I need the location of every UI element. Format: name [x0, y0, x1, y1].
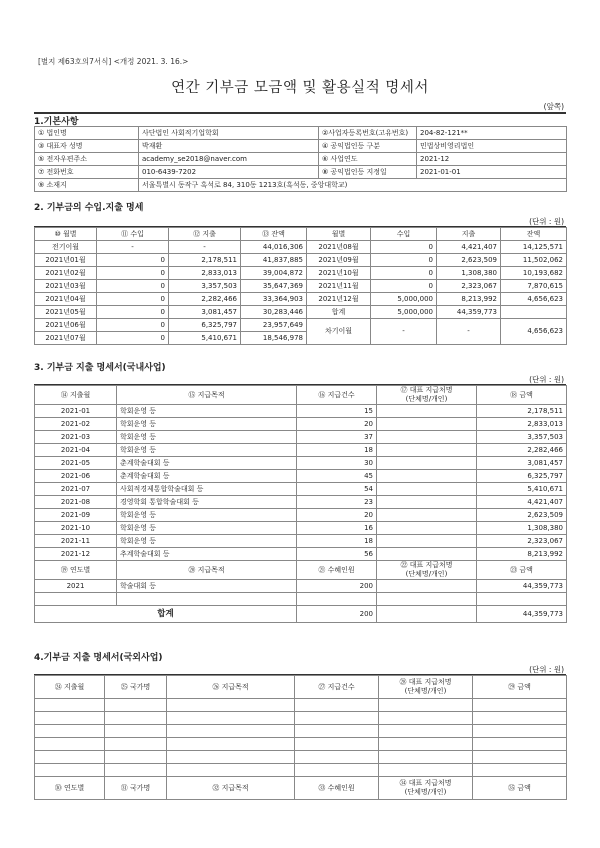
column-header: ⑪ 수입 [97, 228, 169, 241]
month-cell: 2021-02 [35, 418, 117, 431]
column-header: ㉒ 대표 지급처명 (단체명/개인) [377, 561, 477, 580]
recipient-cell [377, 470, 477, 483]
amount-cell: 44,359,773 [477, 580, 567, 593]
purpose-cell: 추계학술대회 등 [117, 548, 297, 561]
expense-cell: 4,421,407 [437, 241, 501, 254]
empty-cell [473, 738, 567, 751]
column-header: ⑭ 지출월 [35, 386, 117, 405]
empty-cell [379, 738, 473, 751]
month-cell: 2021-04 [35, 444, 117, 457]
info-label: ⑤ 전자우편주소 [35, 153, 139, 166]
table-row [35, 457, 567, 470]
balance-cell: 39,004,872 [241, 267, 307, 280]
month-cell: 전기이월 [35, 241, 97, 254]
column-header: ⑱ 금액 [477, 386, 567, 405]
section2-unit: (단위 : 원) [529, 217, 564, 226]
info-label: ① 법인명 [35, 127, 139, 140]
empty-cell [295, 725, 379, 738]
recipient-cell [377, 483, 477, 496]
carry-balance: 4,656,623 [501, 319, 567, 345]
table-row [35, 241, 567, 254]
column-header: ⑯ 지급건수 [297, 386, 377, 405]
income-cell: 0 [97, 267, 169, 280]
total-label: 합계 [307, 306, 371, 319]
expense-cell: 5,410,671 [169, 332, 241, 345]
balance-cell: 4,656,623 [501, 293, 567, 306]
column-header: ⑬ 잔액 [241, 228, 307, 241]
column-header: ㉖ 지급목적 [167, 676, 295, 699]
balance-cell: 41,837,885 [241, 254, 307, 267]
expense-cell: 6,325,797 [169, 319, 241, 332]
month-cell: 2021-07 [35, 483, 117, 496]
column-header: ㉚ 연도별 [35, 777, 105, 800]
month-cell: 2021년06월 [35, 319, 97, 332]
column-header: ㉑ 수혜인원 [297, 561, 377, 580]
month-cell: 2021년02월 [35, 267, 97, 280]
balance-cell: 7,870,615 [501, 280, 567, 293]
empty-cell [379, 751, 473, 764]
recipient-cell [377, 431, 477, 444]
amount-cell: 6,325,797 [477, 470, 567, 483]
count-cell: 20 [297, 418, 377, 431]
table-row [35, 496, 567, 509]
balance-cell: 23,957,649 [241, 319, 307, 332]
table-row [35, 548, 567, 561]
income-expense-table [34, 227, 567, 345]
table-row [35, 293, 567, 306]
column-header: ㉜ 지급목적 [167, 777, 295, 800]
count-cell: 45 [297, 470, 377, 483]
recipient-cell [377, 405, 477, 418]
total-amount: 44,359,773 [477, 606, 567, 623]
table-row [35, 483, 567, 496]
recipient-cell [377, 418, 477, 431]
empty-cell [379, 699, 473, 712]
income-cell: 0 [97, 293, 169, 306]
beneficiaries-cell: 200 [297, 580, 377, 593]
column-header: 잔액 [501, 228, 567, 241]
page-title: 연간 기부금 모금액 및 활용실적 명세서 [171, 80, 429, 96]
info-label: ③ 대표자 성명 [35, 140, 139, 153]
column-header: ㉕ 국가명 [105, 676, 167, 699]
month-cell: 2021-01 [35, 405, 117, 418]
column-header: ㉝ 수혜인원 [295, 777, 379, 800]
info-value: 204-82-121** [417, 127, 567, 140]
income-cell: 0 [97, 280, 169, 293]
table-row [35, 712, 567, 725]
expense-cell: 8,213,992 [437, 293, 501, 306]
total-count: 200 [297, 606, 377, 623]
empty-cell [295, 699, 379, 712]
expense-cell: 2,833,013 [169, 267, 241, 280]
balance-cell: 14,125,571 [501, 241, 567, 254]
info-value: 민법상비영리법인 [417, 140, 567, 153]
form-number: [별지 제63호의7서식] <개정 2021. 3. 16.> [38, 57, 189, 66]
column-header: ⑮ 지급목적 [117, 386, 297, 405]
info-value: 010-6439-7202 [139, 166, 319, 179]
info-row [35, 166, 567, 179]
purpose-cell: 학회운영 등 [117, 522, 297, 535]
empty-cell [295, 764, 379, 777]
info-label: ②사업자등록번호(고유번호) [319, 127, 417, 140]
total-expense: 44,359,773 [437, 306, 501, 319]
table-row [35, 699, 567, 712]
table-row [35, 405, 567, 418]
empty-cell [105, 699, 167, 712]
count-cell: 56 [297, 548, 377, 561]
table-row [35, 764, 567, 777]
recipient-cell [377, 496, 477, 509]
total-balance [501, 306, 567, 319]
table-row [35, 522, 567, 535]
amount-cell: 3,357,503 [477, 431, 567, 444]
income-cell: 5,000,000 [371, 293, 437, 306]
income-cell: 0 [97, 319, 169, 332]
info-value: 2021-01-01 [417, 166, 567, 179]
info-row [35, 179, 567, 192]
table-row [35, 738, 567, 751]
column-header: ⑫ 지출 [169, 228, 241, 241]
table-header-row [35, 228, 567, 241]
info-row [35, 140, 567, 153]
amount-cell: 5,410,671 [477, 483, 567, 496]
expense-cell: 2,282,466 [169, 293, 241, 306]
info-label: ⑧ 공익법인등 지정일 [319, 166, 417, 179]
table-row [35, 306, 567, 319]
income-cell: 0 [97, 254, 169, 267]
section1-title: 1.기본사항 [34, 117, 79, 127]
empty-cell [167, 751, 295, 764]
empty-cell [473, 699, 567, 712]
month-cell: 2021년08월 [307, 241, 371, 254]
table-row [35, 254, 567, 267]
empty-cell [473, 725, 567, 738]
month-cell: 2021-05 [35, 457, 117, 470]
empty-cell [377, 606, 477, 623]
empty-cell [473, 764, 567, 777]
column-header: ㉗ 지급건수 [295, 676, 379, 699]
empty-cell [167, 725, 295, 738]
empty-cell [167, 699, 295, 712]
table-row [35, 444, 567, 457]
recipient-cell [377, 457, 477, 470]
amount-cell: 3,081,457 [477, 457, 567, 470]
column-header: ㉟ 금액 [473, 777, 567, 800]
overseas-expense-table [34, 675, 567, 800]
divider [34, 112, 566, 114]
month-cell: 2021년11월 [307, 280, 371, 293]
balance-cell: 30,283,446 [241, 306, 307, 319]
month-cell: 2021년09월 [307, 254, 371, 267]
empty-cell [105, 764, 167, 777]
count-cell: 15 [297, 405, 377, 418]
recipient-cell [377, 580, 477, 593]
amount-cell: 1,308,380 [477, 522, 567, 535]
empty-cell [167, 764, 295, 777]
count-cell: 20 [297, 509, 377, 522]
empty-cell [379, 712, 473, 725]
carry-income: - [371, 319, 437, 345]
info-value: 사단법인 사회적기업학회 [139, 127, 319, 140]
purpose-cell: 학회운영 등 [117, 444, 297, 457]
table-row [35, 319, 567, 332]
table-header-row [35, 386, 567, 405]
month-cell: 2021년01월 [35, 254, 97, 267]
month-cell: 2021년05월 [35, 306, 97, 319]
recipient-cell [377, 548, 477, 561]
table-row [35, 725, 567, 738]
total-label: 합계 [35, 606, 297, 623]
column-header: ⑰ 대표 지급처명 (단체명/개인) [377, 386, 477, 405]
column-header: 수입 [371, 228, 437, 241]
empty-cell [167, 712, 295, 725]
purpose-cell: 학회운영 등 [117, 418, 297, 431]
table-row [35, 580, 567, 593]
month-cell: 2021-08 [35, 496, 117, 509]
table-row [35, 418, 567, 431]
count-cell: 54 [297, 483, 377, 496]
empty-cell [35, 738, 105, 751]
purpose-cell: 학회운영 등 [117, 405, 297, 418]
empty-cell [379, 764, 473, 777]
info-value: 서울특별시 동작구 흑석로 84, 310동 1213호(흑석동, 중앙대학교) [139, 179, 567, 192]
empty-cell [35, 699, 105, 712]
section3-title: 3. 기부금 지출 명세서(국내사업) [34, 363, 166, 373]
empty-cell [473, 712, 567, 725]
income-cell: 0 [371, 254, 437, 267]
empty-cell [105, 725, 167, 738]
expense-cell: 2,623,509 [437, 254, 501, 267]
info-label: ④ 공익법인등 구분 [319, 140, 417, 153]
section4-title: 4.기부금 지출 명세서(국외사업) [34, 653, 163, 663]
table-header-row [35, 676, 567, 699]
info-value: 박재환 [139, 140, 319, 153]
empty-cell [105, 738, 167, 751]
column-header: ㉓ 금액 [477, 561, 567, 580]
expense-cell: 3,357,503 [169, 280, 241, 293]
month-cell: 2021년04월 [35, 293, 97, 306]
empty-cell [35, 712, 105, 725]
income-cell: 0 [97, 306, 169, 319]
basic-info-table [34, 126, 567, 192]
expense-cell: 1,308,380 [437, 267, 501, 280]
balance-cell: 44,016,306 [241, 241, 307, 254]
table-row [35, 593, 567, 606]
purpose-cell: 춘계학술대회 등 [117, 470, 297, 483]
section3-unit: (단위 : 원) [529, 375, 564, 384]
info-value: 2021-12 [417, 153, 567, 166]
purpose-cell: 춘계학술대회 등 [117, 457, 297, 470]
expense-cell: 2,323,067 [437, 280, 501, 293]
empty-cell [377, 593, 477, 606]
total-row [35, 606, 567, 623]
empty-cell [295, 712, 379, 725]
empty-cell [35, 751, 105, 764]
month-cell: 2021년03월 [35, 280, 97, 293]
table-row [35, 431, 567, 444]
purpose-cell: 학회운영 등 [117, 509, 297, 522]
count-cell: 23 [297, 496, 377, 509]
empty-cell [297, 593, 377, 606]
amount-cell: 2,282,466 [477, 444, 567, 457]
month-cell: 2021-12 [35, 548, 117, 561]
balance-cell: 10,193,682 [501, 267, 567, 280]
column-header: ⑲ 연도별 [35, 561, 117, 580]
info-value: academy_se2018@naver.com [139, 153, 319, 166]
purpose-cell: 경영학회 통합학술대회 등 [117, 496, 297, 509]
count-cell: 30 [297, 457, 377, 470]
table-header-row [35, 561, 567, 580]
recipient-cell [377, 509, 477, 522]
empty-cell [167, 738, 295, 751]
section4-unit: (단위 : 원) [529, 665, 564, 674]
column-header: ㉛ 국가명 [105, 777, 167, 800]
month-cell: 2021-11 [35, 535, 117, 548]
total-income: 5,000,000 [371, 306, 437, 319]
table-row [35, 470, 567, 483]
amount-cell: 2,623,509 [477, 509, 567, 522]
count-cell: 18 [297, 535, 377, 548]
income-cell: - [97, 241, 169, 254]
year-cell: 2021 [35, 580, 117, 593]
amount-cell: 2,833,013 [477, 418, 567, 431]
domestic-expense-table [34, 385, 567, 623]
amount-cell: 2,178,511 [477, 405, 567, 418]
purpose-cell: 학회운영 등 [117, 535, 297, 548]
month-cell: 2021-09 [35, 509, 117, 522]
table-header-row [35, 777, 567, 800]
front-label: (앞쪽) [543, 102, 564, 111]
empty-cell [295, 738, 379, 751]
income-cell: 0 [371, 267, 437, 280]
empty-cell [295, 751, 379, 764]
purpose-cell: 학술대회 등 [117, 580, 297, 593]
income-cell: 0 [371, 241, 437, 254]
column-header: ㉘ 대표 지급처명 (단체명/개인) [379, 676, 473, 699]
month-cell: 2021-03 [35, 431, 117, 444]
table-row [35, 509, 567, 522]
carry-expense: - [437, 319, 501, 345]
column-header: 월별 [307, 228, 371, 241]
purpose-cell: 사회적경제통합학술대회 등 [117, 483, 297, 496]
empty-cell [35, 593, 117, 606]
column-header: 지출 [437, 228, 501, 241]
month-cell: 2021-06 [35, 470, 117, 483]
info-label: ⑦ 전화번호 [35, 166, 139, 179]
table-row [35, 535, 567, 548]
empty-cell [35, 725, 105, 738]
month-cell: 2021-10 [35, 522, 117, 535]
amount-cell: 2,323,067 [477, 535, 567, 548]
month-cell: 2021년10월 [307, 267, 371, 280]
balance-cell: 33,364,903 [241, 293, 307, 306]
empty-cell [117, 593, 297, 606]
balance-cell: 18,546,978 [241, 332, 307, 345]
recipient-cell [377, 444, 477, 457]
section2-title: 2. 기부금의 수입.지출 명세 [34, 203, 144, 213]
expense-cell: - [169, 241, 241, 254]
column-header: ⑩ 월별 [35, 228, 97, 241]
empty-cell [105, 712, 167, 725]
count-cell: 18 [297, 444, 377, 457]
month-cell: 2021년07월 [35, 332, 97, 345]
balance-cell: 35,647,369 [241, 280, 307, 293]
empty-cell [35, 764, 105, 777]
table-row [35, 280, 567, 293]
count-cell: 16 [297, 522, 377, 535]
amount-cell: 4,421,407 [477, 496, 567, 509]
info-row [35, 153, 567, 166]
table-row [35, 267, 567, 280]
table-row [35, 751, 567, 764]
info-label: ⑨ 소재지 [35, 179, 139, 192]
column-header: ㉙ 금액 [473, 676, 567, 699]
expense-cell: 2,178,511 [169, 254, 241, 267]
balance-cell: 11,502,062 [501, 254, 567, 267]
empty-cell [477, 593, 567, 606]
income-cell: 0 [371, 280, 437, 293]
recipient-cell [377, 522, 477, 535]
info-row [35, 127, 567, 140]
carry-label: 차기이월 [307, 319, 371, 345]
recipient-cell [377, 535, 477, 548]
month-cell: 2021년12월 [307, 293, 371, 306]
empty-cell [473, 751, 567, 764]
amount-cell: 8,213,992 [477, 548, 567, 561]
column-header: ㉔ 지출월 [35, 676, 105, 699]
column-header: ⑳ 지급목적 [117, 561, 297, 580]
empty-cell [379, 725, 473, 738]
purpose-cell: 학회운영 등 [117, 431, 297, 444]
income-cell: 0 [97, 332, 169, 345]
empty-cell [105, 751, 167, 764]
column-header: ㉞ 대표 지급처명 (단체명/개인) [379, 777, 473, 800]
info-label: ⑥ 사업연도 [319, 153, 417, 166]
expense-cell: 3,081,457 [169, 306, 241, 319]
count-cell: 37 [297, 431, 377, 444]
